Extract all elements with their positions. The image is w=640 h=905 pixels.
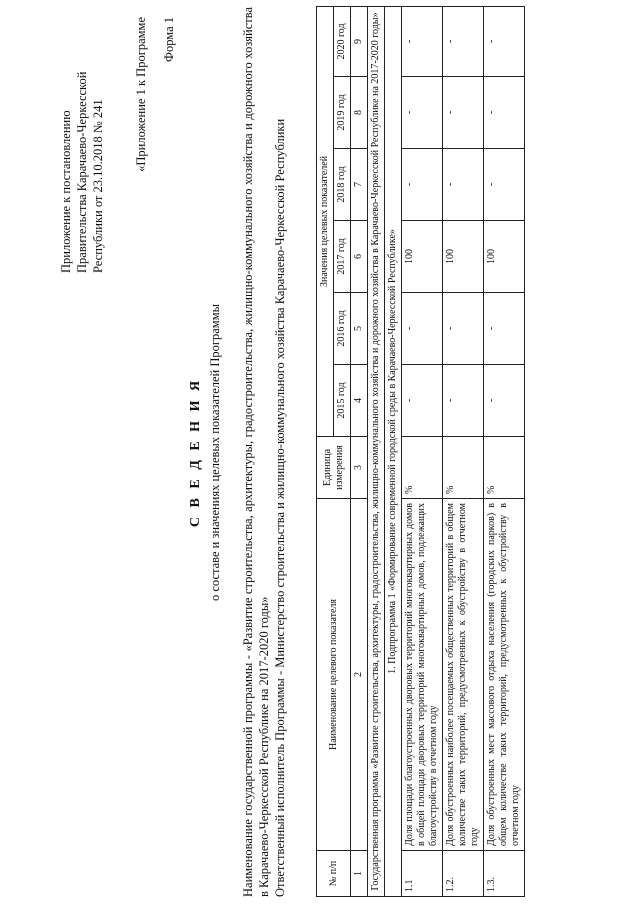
subprogram-row — [385, 6, 402, 896]
header-year: 2018 год — [334, 149, 351, 221]
column-number: 3 — [351, 437, 368, 499]
form-label: Форма 1 — [162, 17, 176, 62]
indicator-value: - — [443, 6, 484, 76]
program-name-paragraph: Наименование государственной программы - «Развитие строительства, архитектуры, градостроительства, жилищно-коммунального хозяйства и дорожного хозяйства в Карачаево-Черкесской Республике на 2017-2020 годы» — [241, 7, 271, 897]
indicator-value: - — [402, 149, 443, 221]
indicator-value: - — [484, 77, 525, 149]
program-row — [368, 6, 385, 896]
indicator-value: - — [484, 365, 525, 437]
column-number: 7 — [351, 149, 368, 221]
indicator-value: - — [402, 293, 443, 365]
column-number: 5 — [351, 293, 368, 365]
indicator-value: 100 — [402, 221, 443, 293]
indicator-name: Доля обустроенных мест массового отдыха населения (городских парков) в общем количестве таких территорий, предусмотренных к обустройству в отчетном году — [484, 499, 525, 851]
table-row — [443, 6, 484, 896]
header-year: 2015 год — [334, 365, 351, 437]
header-unit: Единица измерения — [317, 437, 351, 499]
document-subtitle: о составе и значениях целевых показателей Программы — [208, 303, 222, 602]
approval-line: Приложение к постановлению — [59, 110, 73, 273]
header-year: 2017 год — [334, 221, 351, 293]
indicator-value: - — [402, 6, 443, 76]
indicator-value: - — [443, 149, 484, 221]
column-number: 6 — [351, 221, 368, 293]
column-number: 2 — [351, 499, 368, 851]
approval-line: Правительства Карачаево-Черкесской — [75, 71, 89, 273]
approval-line: Республики от 23.10.2018 № 241 — [91, 99, 105, 273]
program-title: Государственная программа «Развитие строительства, архитектуры, градостроительства, жилищно-коммунального хозяйства и дорожного хозяйства в Карачаево-Черкесской Республике на 2017-2020 годы» — [368, 6, 385, 896]
intro-block — [240, 7, 288, 897]
indicator-unit: % — [443, 437, 484, 499]
header-year: 2020 год — [334, 6, 351, 76]
header-name: Наименование целевого показателя — [317, 499, 351, 851]
header-num: № п/п — [317, 851, 351, 897]
indicator-value: - — [484, 6, 525, 76]
table-header-row — [317, 6, 334, 896]
indicator-value: 100 — [484, 221, 525, 293]
row-num: 1.3. — [484, 851, 525, 897]
row-num: 1.1 — [402, 851, 443, 897]
indicator-value: - — [402, 77, 443, 149]
appendix-label: «Приложение 1 к Программе — [134, 17, 148, 172]
indicator-name: Доля обустроенных наиболее посещаемых общественных территорий в общем количестве таких территорий, предусмотренных к обустройству в отчетном году — [443, 499, 484, 851]
approval-block — [58, 43, 106, 273]
column-number-row — [351, 6, 368, 896]
indicator-unit: % — [402, 437, 443, 499]
indicator-value: 100 — [443, 221, 484, 293]
column-number: 1 — [351, 851, 368, 897]
header-year: 2019 год — [334, 77, 351, 149]
indicator-unit: % — [484, 437, 525, 499]
column-number: 4 — [351, 365, 368, 437]
indicator-name: Доля площади благоустроенных дворовых территорий многоквартирных домов в общей площади дворовых территорий многоквартирных домов, подлежащих благоустройству в отчетном году — [402, 499, 443, 851]
indicator-value: - — [443, 77, 484, 149]
subprogram-title: 1. Подпрограмма 1 «Формирование современной городской среды в Карачаево-Черкесской Республике» — [385, 6, 402, 896]
column-number: 9 — [351, 6, 368, 76]
column-number: 8 — [351, 77, 368, 149]
header-values-group: Значения целевых показателей — [317, 6, 334, 436]
indicator-value: - — [402, 365, 443, 437]
indicators-table — [316, 6, 525, 897]
indicator-value: - — [443, 365, 484, 437]
executor-paragraph: Ответственный исполнитель Программы - Министерство строительства и жилищно-коммунального хозяйства Карачаево-Черкесской Республики — [273, 118, 287, 897]
document-title: С В Е Д Е Н И Я — [188, 377, 203, 528]
table-row — [484, 6, 525, 896]
indicator-value: - — [484, 293, 525, 365]
header-year: 2016 год — [334, 293, 351, 365]
indicator-value: - — [484, 149, 525, 221]
table-row — [402, 6, 443, 896]
row-num: 1.2. — [443, 851, 484, 897]
indicator-value: - — [443, 293, 484, 365]
